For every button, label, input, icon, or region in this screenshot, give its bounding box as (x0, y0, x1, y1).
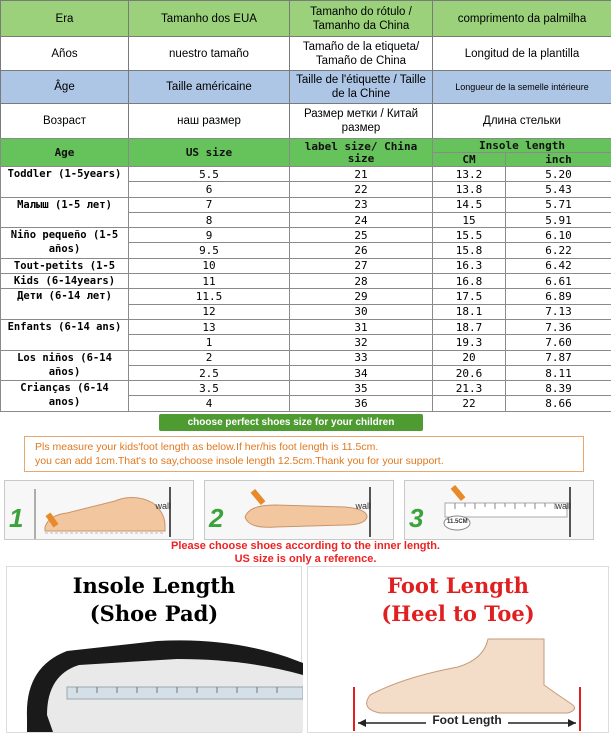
label-size-cell: 21 (290, 167, 433, 182)
insole-inch-cell: 5.71 (506, 197, 611, 212)
header-cell: comprimento da palmilha (433, 1, 611, 37)
language-header-table (0, 0, 611, 139)
foot-illustration (308, 567, 610, 732)
age-group-cell: Enfants (6-14 ans) (1, 319, 129, 350)
panel-title: Insole Length (72, 573, 236, 598)
age-group-cell: Niño pequeño (1-5 años) (1, 228, 129, 259)
insole-cm-cell: 14.5 (433, 197, 506, 212)
header-cell: Era (1, 1, 129, 37)
column-header-inch: inch (506, 153, 611, 167)
insole-cm-cell: 13.2 (433, 167, 506, 182)
insole-inch-cell: 6.42 (506, 258, 611, 273)
label-size-cell: 29 (290, 289, 433, 304)
measure-line: Pls measure your kids'foot length as below.If her/his foot length is 11.5cm. (35, 441, 379, 453)
header-cell: Длина стельки (433, 104, 611, 139)
column-header-label-size: label size/ China size (290, 139, 433, 167)
age-group-cell: Crianças (6-14 anos) (1, 381, 129, 412)
us-size-cell: 4 (129, 396, 290, 411)
measure-steps (4, 480, 607, 542)
insole-inch-cell: 6.22 (506, 243, 611, 258)
us-size-cell: 8 (129, 212, 290, 227)
insole-cm-cell: 22 (433, 396, 506, 411)
us-size-cell: 10 (129, 258, 290, 273)
insole-inch-cell: 8.11 (506, 365, 611, 380)
size-row (1, 319, 611, 334)
header-cell: Tamaño de la etiqueta/ Tamaño de China (290, 37, 433, 71)
size-row (1, 228, 611, 243)
age-group-cell: Los niños (6-14 años) (1, 350, 129, 381)
header-cell: Tamanho do rótulo / Tamanho da China (290, 1, 433, 37)
size-row (1, 289, 611, 304)
reminder-line: Please choose shoes according to the inner length. (171, 540, 440, 552)
us-size-cell: 1 (129, 335, 290, 350)
column-header-age: Age (1, 139, 129, 167)
header-cell: Años (1, 37, 129, 71)
step-3-panel (404, 480, 594, 540)
insole-inch-cell: 5.91 (506, 212, 611, 227)
insole-inch-cell: 7.87 (506, 350, 611, 365)
age-group-cell: Kids (6-14years) (1, 274, 129, 289)
us-size-cell: 9.5 (129, 243, 290, 258)
column-header-insole-length: Insole length (433, 139, 611, 153)
step-1-panel (4, 480, 194, 540)
insole-cm-cell: 20.6 (433, 365, 506, 380)
wall-label: wall (555, 501, 571, 511)
us-size-cell: 2 (129, 350, 290, 365)
insole-cm-cell: 17.5 (433, 289, 506, 304)
panel-title: Foot Length (387, 573, 529, 598)
wall-label: wall (355, 501, 371, 511)
insole-cm-cell: 15.8 (433, 243, 506, 258)
age-group-cell: Tout-petits (1-5 (1, 258, 129, 273)
header-cell: Longueur de la semelle intérieure (433, 71, 611, 104)
size-row (1, 258, 611, 273)
size-row (1, 350, 611, 365)
measure-line: you can add 1cm.That's to say,choose insole length 12.5cm.Thank you for your support. (35, 455, 444, 467)
insole-illustration (7, 567, 303, 732)
foot-measure-illustration (5, 481, 195, 541)
size-row (1, 167, 611, 182)
label-size-cell: 32 (290, 335, 433, 350)
label-size-cell: 31 (290, 319, 433, 334)
step-number: 1 (9, 503, 24, 533)
insole-inch-cell: 7.60 (506, 335, 611, 350)
panel-subtitle: (Heel to Toe) (381, 601, 535, 626)
size-row (1, 381, 611, 396)
insole-inch-cell: 7.36 (506, 319, 611, 334)
header-row-russian (1, 104, 611, 139)
header-cell: Размер метки / Китай размер (290, 104, 433, 139)
label-size-cell: 25 (290, 228, 433, 243)
label-size-cell: 30 (290, 304, 433, 319)
header-cell: Tamanho dos EUA (129, 1, 290, 37)
insole-cm-cell: 21.3 (433, 381, 506, 396)
size-chart-table (0, 138, 611, 412)
insole-inch-cell: 8.39 (506, 381, 611, 396)
step-number: 3 (409, 503, 424, 533)
us-size-cell: 2.5 (129, 365, 290, 380)
size-row (1, 197, 611, 212)
header-cell: Taille américaine (129, 71, 290, 104)
step-number: 2 (209, 503, 224, 533)
insole-cm-cell: 18.1 (433, 304, 506, 319)
age-group-cell: Toddler (1-5years) (1, 167, 129, 198)
age-group-cell: Дети (6-14 лет) (1, 289, 129, 320)
header-cell: Longitud de la plantilla (433, 37, 611, 71)
insole-cm-cell: 16.3 (433, 258, 506, 273)
label-size-cell: 35 (290, 381, 433, 396)
foot-length-caption: Foot Length (432, 713, 502, 727)
label-size-cell: 33 (290, 350, 433, 365)
reminder-line: US size is only a reference. (234, 553, 377, 565)
column-header-cm: CM (433, 153, 506, 167)
header-row-french (1, 71, 611, 104)
ruler-reading: 11.5CM (447, 519, 468, 525)
insole-length-panel (6, 566, 302, 733)
us-size-cell: 11 (129, 274, 290, 289)
ruler-measure-illustration (405, 481, 595, 541)
header-row-portuguese (1, 1, 611, 37)
header-cell: Возраст (1, 104, 129, 139)
label-size-cell: 36 (290, 396, 433, 411)
size-table-body (1, 167, 611, 412)
panel-subtitle: (Shoe Pad) (89, 601, 219, 626)
insole-cm-cell: 15.5 (433, 228, 506, 243)
header-cell: наш размер (129, 104, 290, 139)
us-size-cell: 6 (129, 182, 290, 197)
us-size-cell: 9 (129, 228, 290, 243)
insole-inch-cell: 6.89 (506, 289, 611, 304)
header-cell: Âge (1, 71, 129, 104)
column-header-us-size: US size (129, 139, 290, 167)
label-size-cell: 26 (290, 243, 433, 258)
us-size-cell: 5.5 (129, 167, 290, 182)
foot-length-panel (307, 566, 609, 733)
insole-inch-cell: 5.43 (506, 182, 611, 197)
us-size-cell: 7 (129, 197, 290, 212)
insole-inch-cell: 6.61 (506, 274, 611, 289)
insole-cm-cell: 18.7 (433, 319, 506, 334)
foot-measure-illustration (205, 481, 395, 541)
us-size-cell: 12 (129, 304, 290, 319)
header-row-spanish (1, 37, 611, 71)
insole-cm-cell: 13.8 (433, 182, 506, 197)
label-size-cell: 27 (290, 258, 433, 273)
insole-cm-cell: 20 (433, 350, 506, 365)
header-cell: Taille de l'étiquette / Taille de la Chine (290, 71, 433, 104)
label-size-cell: 24 (290, 212, 433, 227)
label-size-cell: 23 (290, 197, 433, 212)
choose-size-banner: choose perfect shoes size for your children (159, 414, 423, 431)
insole-cm-cell: 15 (433, 212, 506, 227)
insole-inch-cell: 7.13 (506, 304, 611, 319)
insole-cm-cell: 19.3 (433, 335, 506, 350)
label-size-cell: 34 (290, 365, 433, 380)
size-row (1, 274, 611, 289)
insole-inch-cell: 6.10 (506, 228, 611, 243)
us-size-cell: 3.5 (129, 381, 290, 396)
age-group-cell: Малыш (1-5 лет) (1, 197, 129, 228)
us-size-cell: 13 (129, 319, 290, 334)
wall-label: wall (155, 501, 171, 511)
us-size-cell: 11.5 (129, 289, 290, 304)
insole-inch-cell: 5.20 (506, 167, 611, 182)
label-size-cell: 28 (290, 274, 433, 289)
insole-inch-cell: 8.66 (506, 396, 611, 411)
header-cell: nuestro tamaño (129, 37, 290, 71)
step-2-panel (204, 480, 394, 540)
insole-cm-cell: 16.8 (433, 274, 506, 289)
label-size-cell: 22 (290, 182, 433, 197)
measure-instructions (24, 436, 584, 472)
